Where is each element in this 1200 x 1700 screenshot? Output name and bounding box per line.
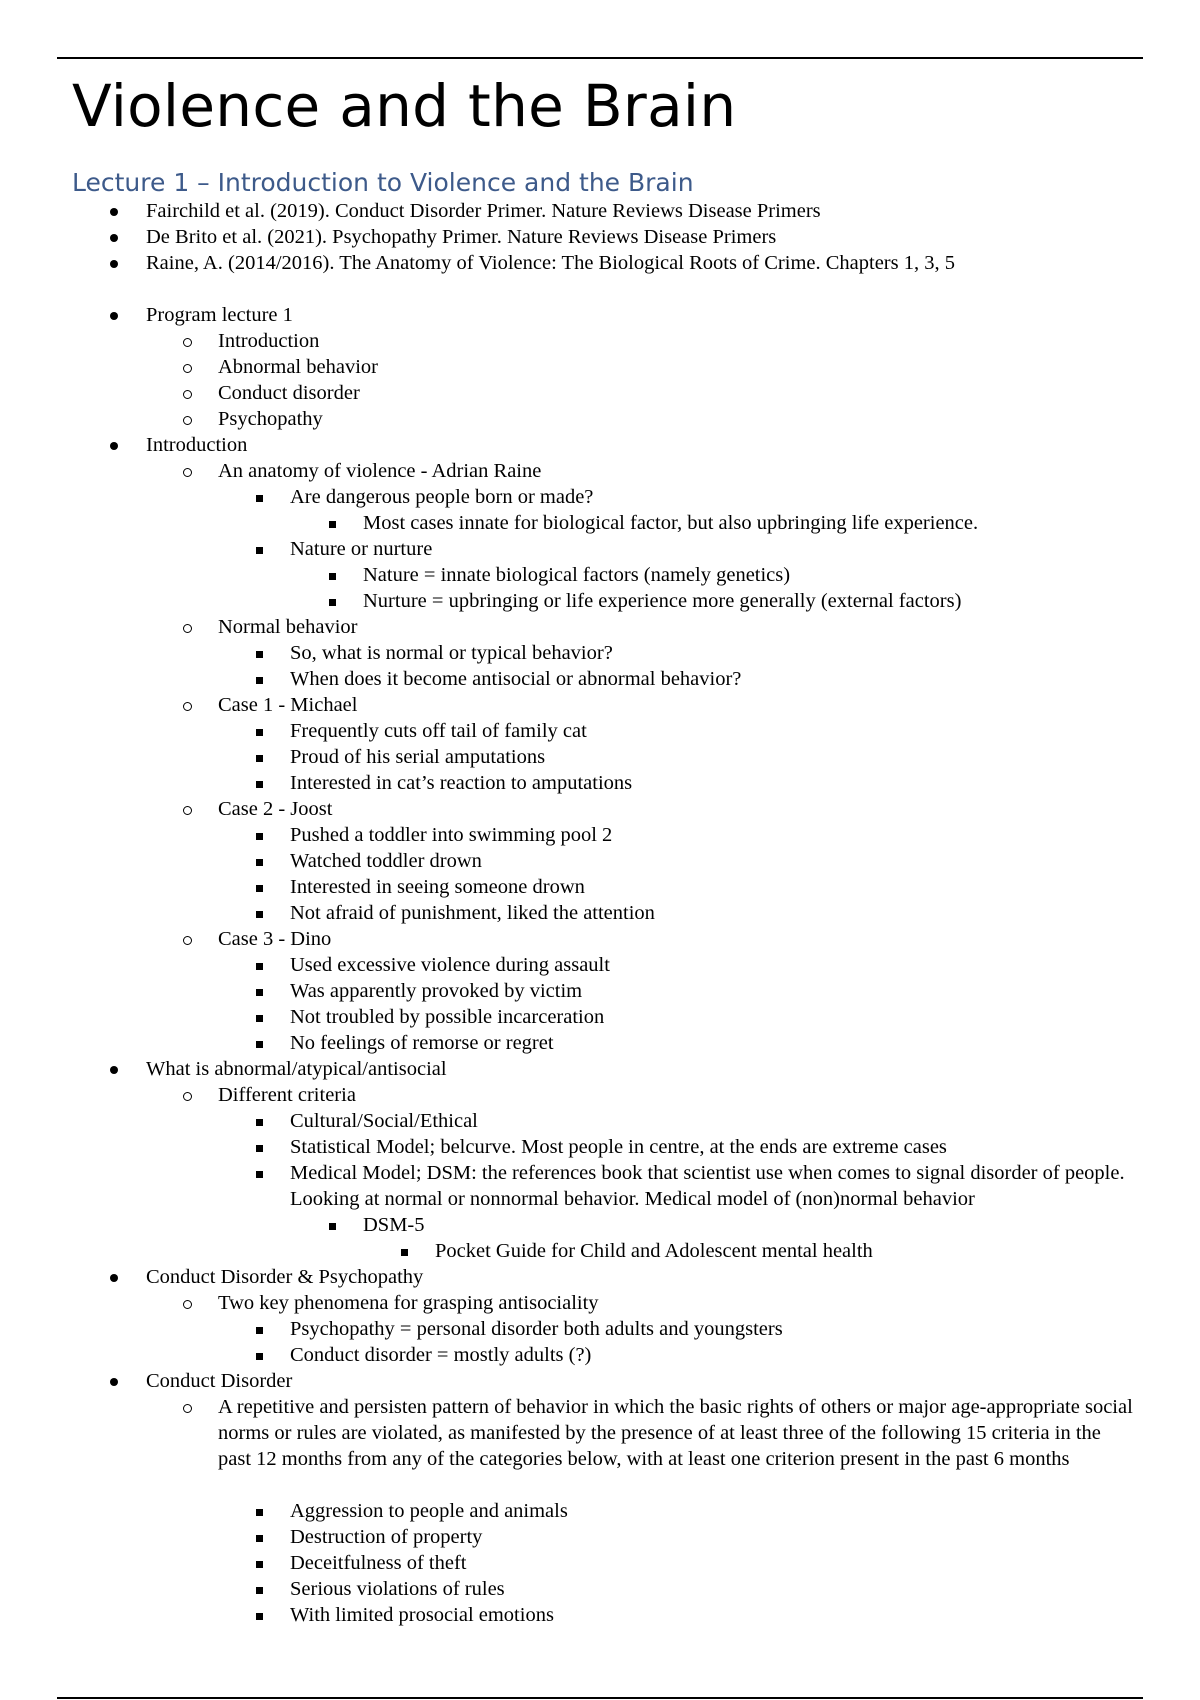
list-item-text: Not troubled by possible incarceration bbox=[290, 1006, 605, 1028]
circle-bullet-icon bbox=[183, 1300, 192, 1309]
square-bullet-icon bbox=[329, 1223, 336, 1230]
square-bullet-icon bbox=[256, 1119, 263, 1126]
bullet-icon bbox=[110, 312, 118, 320]
bullet-icon bbox=[110, 442, 118, 450]
circle-bullet-icon bbox=[183, 390, 192, 399]
list-item-text: Proud of his serial amputations bbox=[290, 746, 546, 768]
list-item-text: Program lecture 1 bbox=[146, 304, 293, 326]
square-bullet-icon bbox=[256, 1015, 263, 1022]
list-item-text: Pocket Guide for Child and Adolescent mental health bbox=[435, 1240, 873, 1262]
circle-bullet-icon bbox=[183, 364, 192, 373]
square-bullet-icon bbox=[256, 1171, 263, 1178]
list-item-text: Interested in cat’s reaction to amputations bbox=[290, 772, 633, 794]
list-item-text: Conduct disorder = mostly adults (?) bbox=[290, 1344, 592, 1366]
list-item-text: Watched toddler drown bbox=[290, 850, 482, 872]
list-item-text: Case 1 - Michael bbox=[218, 694, 358, 716]
square-bullet-icon bbox=[256, 963, 263, 970]
list-item-text: Psychopathy bbox=[218, 408, 323, 430]
square-bullet-icon bbox=[256, 885, 263, 892]
square-bullet-icon bbox=[256, 1535, 263, 1542]
circle-bullet-icon bbox=[183, 1092, 192, 1101]
lecture-heading: Lecture 1 – Introduction to Violence and the Brain bbox=[72, 168, 694, 197]
list-item-text: Aggression to people and animals bbox=[290, 1500, 568, 1522]
square-bullet-icon bbox=[256, 781, 263, 788]
list-item-text: Conduct Disorder & Psychopathy bbox=[146, 1266, 424, 1288]
list-item-text: Case 3 - Dino bbox=[218, 928, 332, 950]
square-bullet-icon bbox=[256, 1561, 263, 1568]
list-item-text: With limited prosocial emotions bbox=[290, 1604, 554, 1626]
list-item-text: Used excessive violence during assault bbox=[290, 954, 610, 976]
list-item-text: Fairchild et al. (2019). Conduct Disorder Primer. Nature Reviews Disease Primers bbox=[146, 200, 821, 222]
list-item-text: Serious violations of rules bbox=[290, 1578, 505, 1600]
square-bullet-icon bbox=[256, 1327, 263, 1334]
list-item-text: Normal behavior bbox=[218, 616, 358, 638]
square-bullet-icon bbox=[256, 651, 263, 658]
square-bullet-icon bbox=[256, 911, 263, 918]
list-item-text: No feelings of remorse or regret bbox=[290, 1032, 554, 1054]
square-bullet-icon bbox=[256, 1145, 263, 1152]
square-bullet-icon bbox=[256, 859, 263, 866]
square-bullet-icon bbox=[256, 677, 263, 684]
list-item-text: Was apparently provoked by victim bbox=[290, 980, 583, 1002]
list-item-text: Are dangerous people born or made? bbox=[290, 486, 594, 508]
circle-bullet-icon bbox=[183, 1404, 192, 1413]
list-item-text: Statistical Model; belcurve. Most people in centre, at the ends are extreme cases bbox=[290, 1136, 947, 1158]
bullet-icon bbox=[110, 208, 118, 216]
list-item-text: DSM-5 bbox=[363, 1214, 425, 1236]
list-item-text: When does it become antisocial or abnormal behavior? bbox=[290, 668, 742, 690]
bullet-icon bbox=[110, 260, 118, 268]
circle-bullet-icon bbox=[183, 338, 192, 347]
square-bullet-icon bbox=[256, 833, 263, 840]
list-item-text: Two key phenomena for grasping antisociality bbox=[218, 1292, 599, 1314]
square-bullet-icon bbox=[401, 1249, 408, 1256]
square-bullet-icon bbox=[329, 599, 336, 606]
document-title: Violence and the Brain bbox=[72, 72, 737, 140]
list-item-text: What is abnormal/atypical/antisocial bbox=[146, 1058, 447, 1080]
list-item-text: De Brito et al. (2021). Psychopathy Primer. Nature Reviews Disease Primers bbox=[146, 226, 777, 248]
list-item-text: Different criteria bbox=[218, 1084, 356, 1106]
top-rule bbox=[57, 57, 1143, 59]
bullet-icon bbox=[110, 1274, 118, 1282]
list-item-text: Pushed a toddler into swimming pool 2 bbox=[290, 824, 613, 846]
list-item-text: Introduction bbox=[218, 330, 320, 352]
list-item-text: Case 2 - Joost bbox=[218, 798, 333, 820]
square-bullet-icon bbox=[329, 573, 336, 580]
square-bullet-icon bbox=[256, 989, 263, 996]
list-item-text: Not afraid of punishment, liked the attention bbox=[290, 902, 655, 924]
list-item-text: Cultural/Social/Ethical bbox=[290, 1110, 478, 1132]
square-bullet-icon bbox=[256, 495, 263, 502]
circle-bullet-icon bbox=[183, 416, 192, 425]
list-item-text: A repetitive and persisten pattern of behavior in which the basic rights of others or major age-appropriate social norms or rules are violated, as manifested by the presence of at least three of the following 15 criteria in the past 12 months from any of the categories below, with at least one criterion present in the past 6 months bbox=[218, 1396, 1133, 1470]
list-item-text: So, what is normal or typical behavior? bbox=[290, 642, 613, 664]
square-bullet-icon bbox=[256, 1613, 263, 1620]
square-bullet-icon bbox=[256, 755, 263, 762]
circle-bullet-icon bbox=[183, 702, 192, 711]
list-item-text: Nature or nurture bbox=[290, 538, 433, 560]
list-item-text: Nature = innate biological factors (namely genetics) bbox=[363, 564, 791, 586]
bullet-icon bbox=[110, 1066, 118, 1074]
list-item-text: Raine, A. (2014/2016). The Anatomy of Violence: The Biological Roots of Crime. Chapters 1, 3, 5 bbox=[146, 252, 955, 274]
circle-bullet-icon bbox=[183, 806, 192, 815]
list-item-text: Destruction of property bbox=[290, 1526, 483, 1548]
list-item-text: Frequently cuts off tail of family cat bbox=[290, 720, 587, 742]
square-bullet-icon bbox=[256, 729, 263, 736]
list-item-text: Abnormal behavior bbox=[218, 356, 378, 378]
list-item-text: Psychopathy = personal disorder both adults and youngsters bbox=[290, 1318, 783, 1340]
list-item-text: Interested in seeing someone drown bbox=[290, 876, 585, 898]
square-bullet-icon bbox=[256, 1353, 263, 1360]
list-item-text: Nurture = upbringing or life experience more generally (external factors) bbox=[363, 590, 962, 612]
square-bullet-icon bbox=[329, 521, 336, 528]
circle-bullet-icon bbox=[183, 468, 192, 477]
list-item-text: Introduction bbox=[146, 434, 248, 456]
circle-bullet-icon bbox=[183, 936, 192, 945]
circle-bullet-icon bbox=[183, 624, 192, 633]
bullet-icon bbox=[110, 1378, 118, 1386]
list-item-text: Conduct Disorder bbox=[146, 1370, 293, 1392]
bullet-icon bbox=[110, 234, 118, 242]
list-item-text: Most cases innate for biological factor, but also upbringing life experience. bbox=[363, 512, 979, 534]
list-item-text: Medical Model; DSM: the references book that scientist use when comes to signal disorder of people. Looking at normal or nonnormal behavior. Medical model of (non)normal behavior bbox=[290, 1162, 1125, 1210]
bottom-rule bbox=[57, 1697, 1143, 1699]
square-bullet-icon bbox=[256, 1509, 263, 1516]
list-item-text: Deceitfulness of theft bbox=[290, 1552, 467, 1574]
list-item-text: Conduct disorder bbox=[218, 382, 360, 404]
square-bullet-icon bbox=[256, 1041, 263, 1048]
square-bullet-icon bbox=[256, 547, 263, 554]
list-item-text: An anatomy of violence - Adrian Raine bbox=[218, 460, 542, 482]
square-bullet-icon bbox=[256, 1587, 263, 1594]
